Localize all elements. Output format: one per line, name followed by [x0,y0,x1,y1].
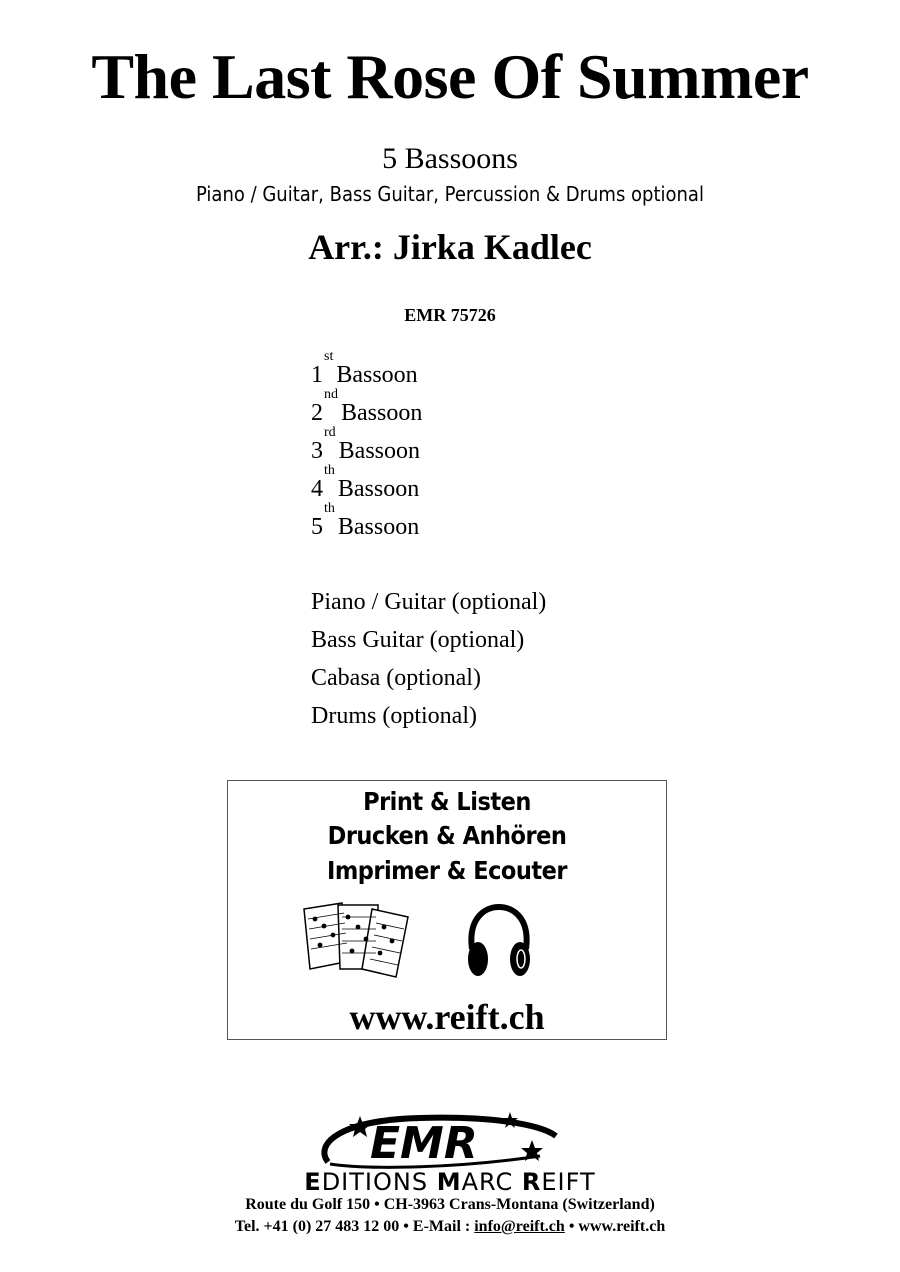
promo-line-french: Imprimer & Ecouter [326,856,568,885]
print-listen-box [227,780,667,1040]
publisher-name: EDITIONS MARC REIFT [304,1168,596,1196]
parts-list [311,349,423,546]
part-item: 4thBassoon [311,463,420,502]
promo-line-german: Drucken & Anhören [327,821,567,850]
publisher-address: Route du Golf 150 • CH-3963 Crans-Montana (Switzerland) [245,1196,655,1213]
instrumentation: 5 Bassoons [382,142,518,175]
page-title: The Last Rose Of Summer [91,41,809,112]
part-item: 1stBassoon [311,349,418,388]
catalog-number: EMR 75726 [404,305,496,325]
part-item: 5thBassoon [311,501,420,540]
optional-part-item: Drums (optional) [311,703,477,729]
logo-text: EMR [370,1118,478,1169]
part-item: 2ndBassoon [311,387,423,426]
optional-instruments-line: Piano / Guitar, Bass Guitar, Percussion & Drums optional [196,182,704,206]
website-link[interactable]: www.reift.ch [349,997,545,1037]
optional-part-item: Cabasa (optional) [311,665,481,691]
headphones-icon [464,903,534,981]
part-item: 3rdBassoon [311,425,421,464]
optional-part-item: Bass Guitar (optional) [311,627,525,653]
email-link[interactable]: info@reift.ch [474,1218,565,1235]
promo-line-english: Print & Listen [363,787,531,816]
optional-part-item: Piano / Guitar (optional) [311,589,547,615]
arranger: Arr.: Jirka Kadlec [308,227,592,267]
publisher-contact: Tel. +41 (0) 27 483 12 00 • E-Mail : info@reift.ch • www.reift.ch [234,1218,666,1235]
optional-parts-list [311,583,546,735]
emr-logo [310,1110,590,1170]
sheet-music-icon [300,899,412,979]
